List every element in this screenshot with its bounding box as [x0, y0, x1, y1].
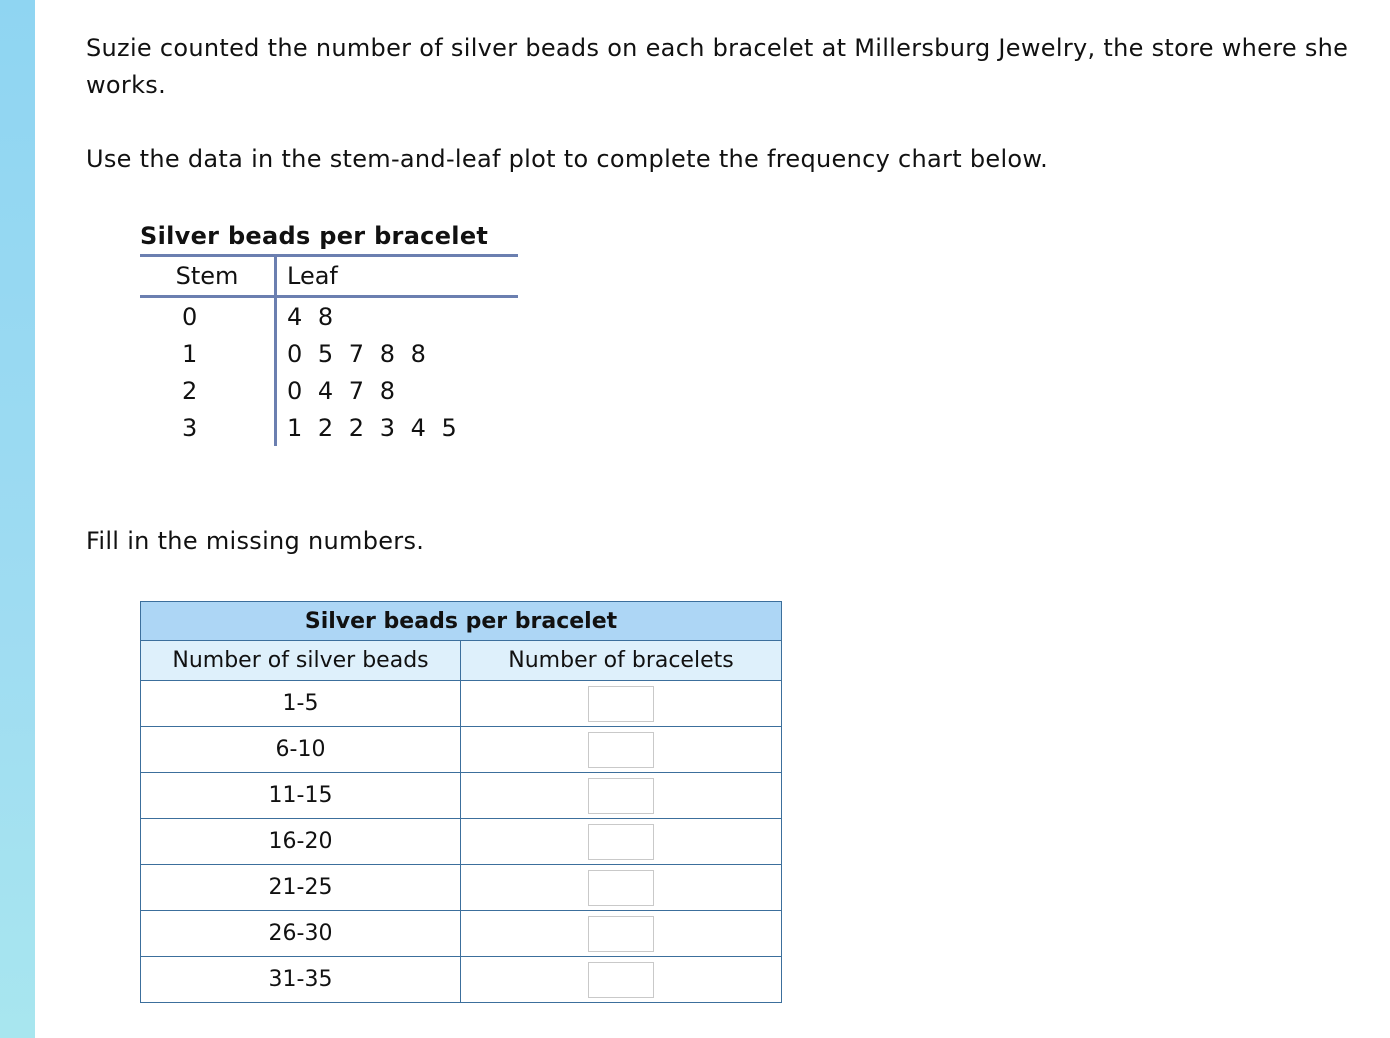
- stem-value: 0: [140, 297, 276, 336]
- answer-input[interactable]: [588, 732, 654, 768]
- stem-leaf-row: [140, 297, 518, 336]
- bead-range: 11-15: [141, 773, 461, 819]
- answer-input[interactable]: [588, 916, 654, 952]
- frequency-table: [140, 601, 782, 1003]
- leaf-values: 4 8: [287, 302, 338, 331]
- stem-leaf-row: [140, 409, 518, 446]
- bracelets-column-header: Number of bracelets: [461, 641, 782, 681]
- answer-cell: [461, 773, 782, 819]
- bead-range: 1-5: [141, 681, 461, 727]
- question-text: [86, 30, 1356, 178]
- table-row: [141, 681, 782, 727]
- answer-cell: [461, 911, 782, 957]
- table-row: [141, 865, 782, 911]
- leaf-values: 1 2 2 3 4 5: [287, 413, 461, 442]
- answer-cell: [461, 727, 782, 773]
- fill-instruction: Fill in the missing numbers.: [86, 527, 425, 555]
- leaf-values: 0 5 7 8 8: [287, 339, 430, 368]
- table-row: [141, 727, 782, 773]
- intro-text: Suzie counted the number of silver beads on each bracelet at Millersburg Jewelry, the store where she works.: [86, 34, 1349, 99]
- answer-cell: [461, 681, 782, 727]
- answer-input[interactable]: [588, 686, 654, 722]
- stem-leaf-table: [140, 254, 518, 446]
- table-row: [141, 957, 782, 1003]
- instruction-text: Use the data in the stem-and-leaf plot to complete the frequency chart below.: [86, 145, 1049, 173]
- bead-range: 26-30: [141, 911, 461, 957]
- answer-input[interactable]: [588, 962, 654, 998]
- answer-input[interactable]: [588, 778, 654, 814]
- stem-value: 2: [140, 372, 276, 409]
- answer-input[interactable]: [588, 824, 654, 860]
- answer-input[interactable]: [588, 870, 654, 906]
- stem-value: 1: [140, 335, 276, 372]
- answer-cell: [461, 819, 782, 865]
- beads-column-header: Number of silver beads: [141, 641, 461, 681]
- stem-value: 3: [140, 409, 276, 446]
- stem-leaf-plot: [140, 218, 518, 446]
- table-row: [141, 773, 782, 819]
- answer-cell: [461, 865, 782, 911]
- answer-cell: [461, 957, 782, 1003]
- stem-leaf-title: Silver beads per bracelet: [140, 222, 489, 250]
- bead-range: 6-10: [141, 727, 461, 773]
- stem-leaf-row: [140, 335, 518, 372]
- bead-range: 21-25: [141, 865, 461, 911]
- table-row: [141, 911, 782, 957]
- bead-range: 31-35: [141, 957, 461, 1003]
- leaf-values: 0 4 7 8: [287, 376, 399, 405]
- table-row: [141, 819, 782, 865]
- leaf-header: Leaf: [276, 256, 519, 297]
- stem-header: Stem: [140, 256, 276, 297]
- left-accent-bar: [0, 0, 35, 1038]
- frequency-table-title: Silver beads per bracelet: [141, 602, 782, 641]
- bead-range: 16-20: [141, 819, 461, 865]
- stem-leaf-row: [140, 372, 518, 409]
